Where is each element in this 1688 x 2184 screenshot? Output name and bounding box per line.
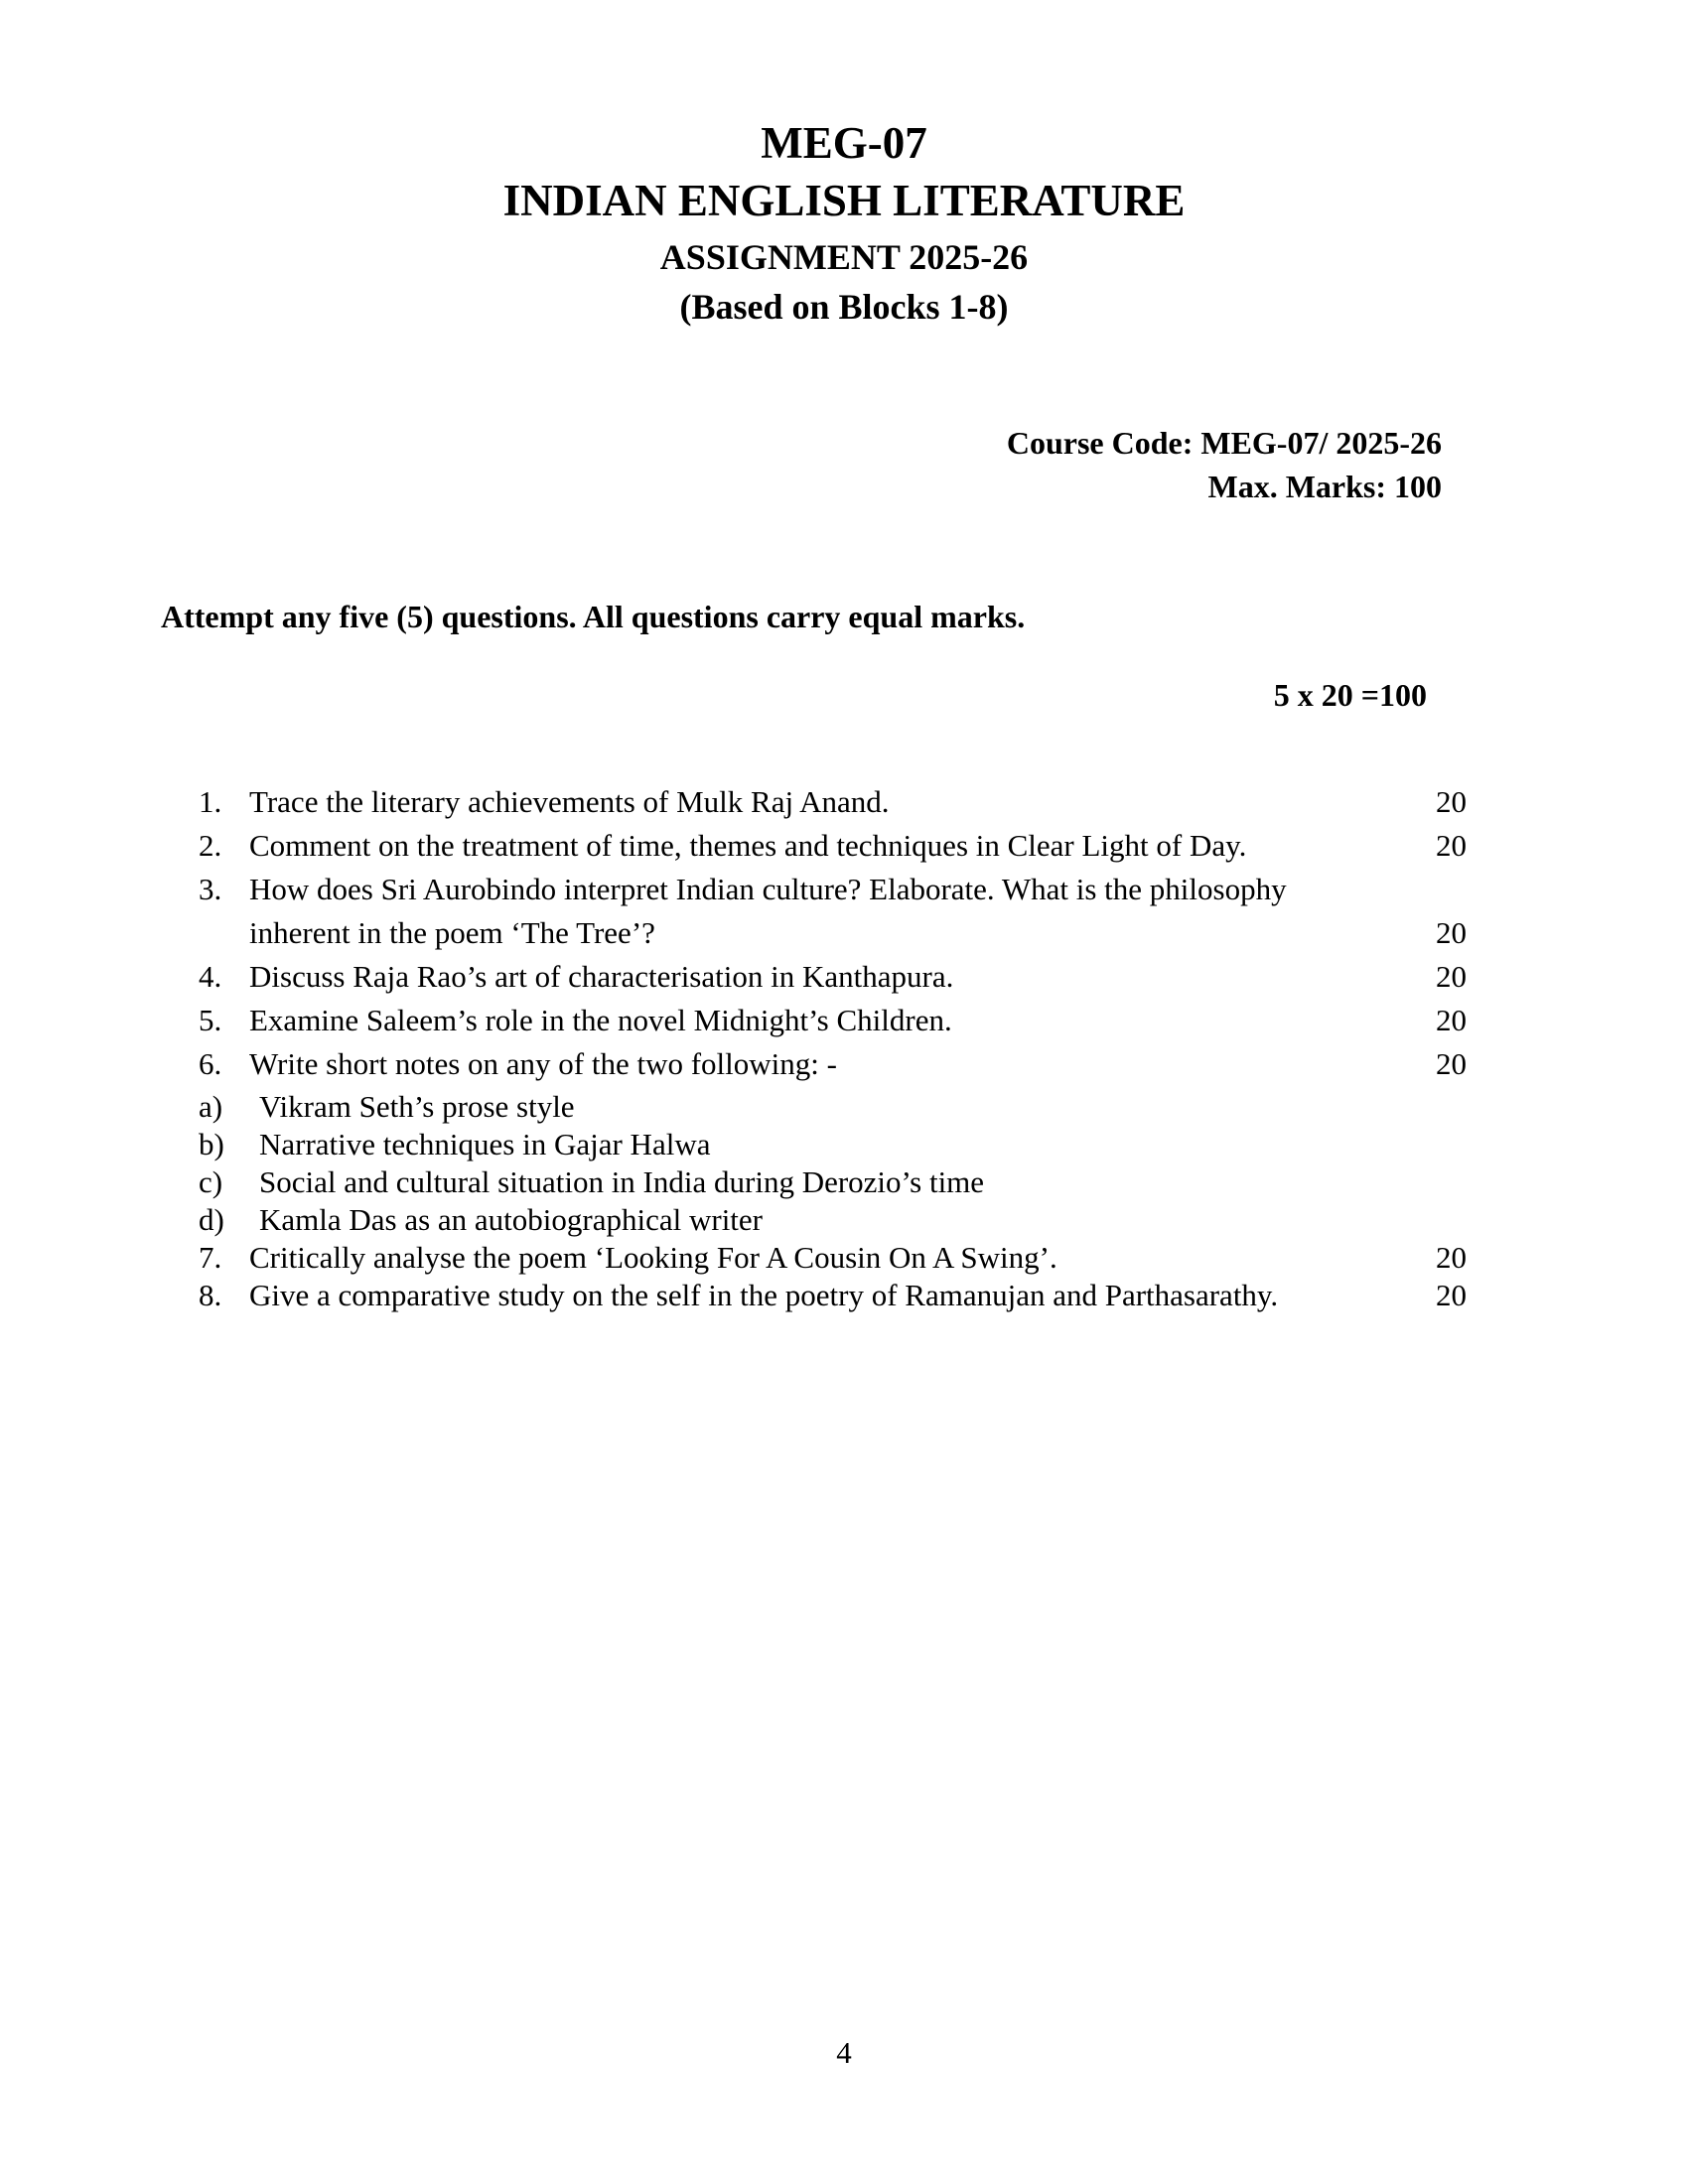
question-marks: 20 bbox=[1436, 1046, 1467, 1081]
sub-item-label: c) bbox=[199, 1164, 223, 1199]
course-code-title: MEG-07 bbox=[761, 118, 927, 168]
sub-item-text: Kamla Das as an autobiographical writer bbox=[259, 1202, 764, 1237]
question-marks: 20 bbox=[1436, 959, 1467, 994]
assignment-title: ASSIGNMENT 2025-26 bbox=[659, 237, 1029, 277]
question-number: 3. bbox=[199, 872, 222, 906]
page-number: 4 bbox=[836, 2035, 852, 2070]
sub-item-label: b) bbox=[199, 1127, 224, 1161]
question-text: Comment on the treatment of time, themes and techniques in Clear Light of Day. bbox=[249, 828, 1247, 863]
question-number: 8. bbox=[199, 1278, 222, 1312]
course-code-line: Course Code: MEG-07/ 2025-26 bbox=[1006, 425, 1442, 461]
question-text: Critically analyse the poem ‘Looking For A Cousin On A Swing’. bbox=[249, 1240, 1057, 1275]
question-text-continued: inherent in the poem ‘The Tree’? bbox=[249, 915, 655, 950]
question-text: Write short notes on any of the two following: - bbox=[249, 1046, 837, 1081]
sub-item-label: d) bbox=[199, 1202, 224, 1237]
question-marks: 20 bbox=[1436, 784, 1467, 819]
question-number: 7. bbox=[199, 1240, 222, 1275]
sub-item-label: a) bbox=[199, 1089, 223, 1124]
sub-item-text: Social and cultural situation in India during Derozio’s time bbox=[259, 1164, 985, 1199]
question-marks: 20 bbox=[1436, 1003, 1467, 1037]
question-marks: 20 bbox=[1436, 915, 1467, 950]
question-text: Examine Saleem’s role in the novel Midnight’s Children. bbox=[249, 1003, 952, 1037]
question-marks: 20 bbox=[1436, 1240, 1467, 1275]
question-marks: 20 bbox=[1436, 828, 1467, 863]
based-on-blocks: (Based on Blocks 1-8) bbox=[679, 287, 1009, 327]
question-number: 2. bbox=[199, 828, 222, 863]
sub-item-text: Vikram Seth’s prose style bbox=[259, 1089, 575, 1124]
question-text: Discuss Raja Rao’s art of characterisation in Kanthapura. bbox=[249, 959, 954, 994]
max-marks-line: Max. Marks: 100 bbox=[1207, 469, 1442, 504]
question-text: Trace the literary achievements of Mulk Raj Anand. bbox=[249, 784, 890, 819]
question-number: 1. bbox=[199, 784, 222, 819]
question-number: 4. bbox=[199, 959, 222, 994]
question-marks: 20 bbox=[1436, 1278, 1467, 1312]
question-number: 5. bbox=[199, 1003, 222, 1037]
question-text: How does Sri Aurobindo interpret Indian culture? Elaborate. What is the philosophy bbox=[249, 872, 1287, 906]
question-text: Give a comparative study on the self in the poetry of Ramanujan and Parthasarathy. bbox=[249, 1278, 1279, 1312]
course-name: INDIAN ENGLISH LITERATURE bbox=[502, 176, 1186, 225]
instruction-text: Attempt any five (5) questions. All questions carry equal marks. bbox=[161, 599, 1026, 634]
sub-item-text: Narrative techniques in Gajar Halwa bbox=[259, 1127, 711, 1161]
total-marks: 5 x 20 =100 bbox=[1273, 677, 1427, 713]
question-number: 6. bbox=[199, 1046, 222, 1081]
